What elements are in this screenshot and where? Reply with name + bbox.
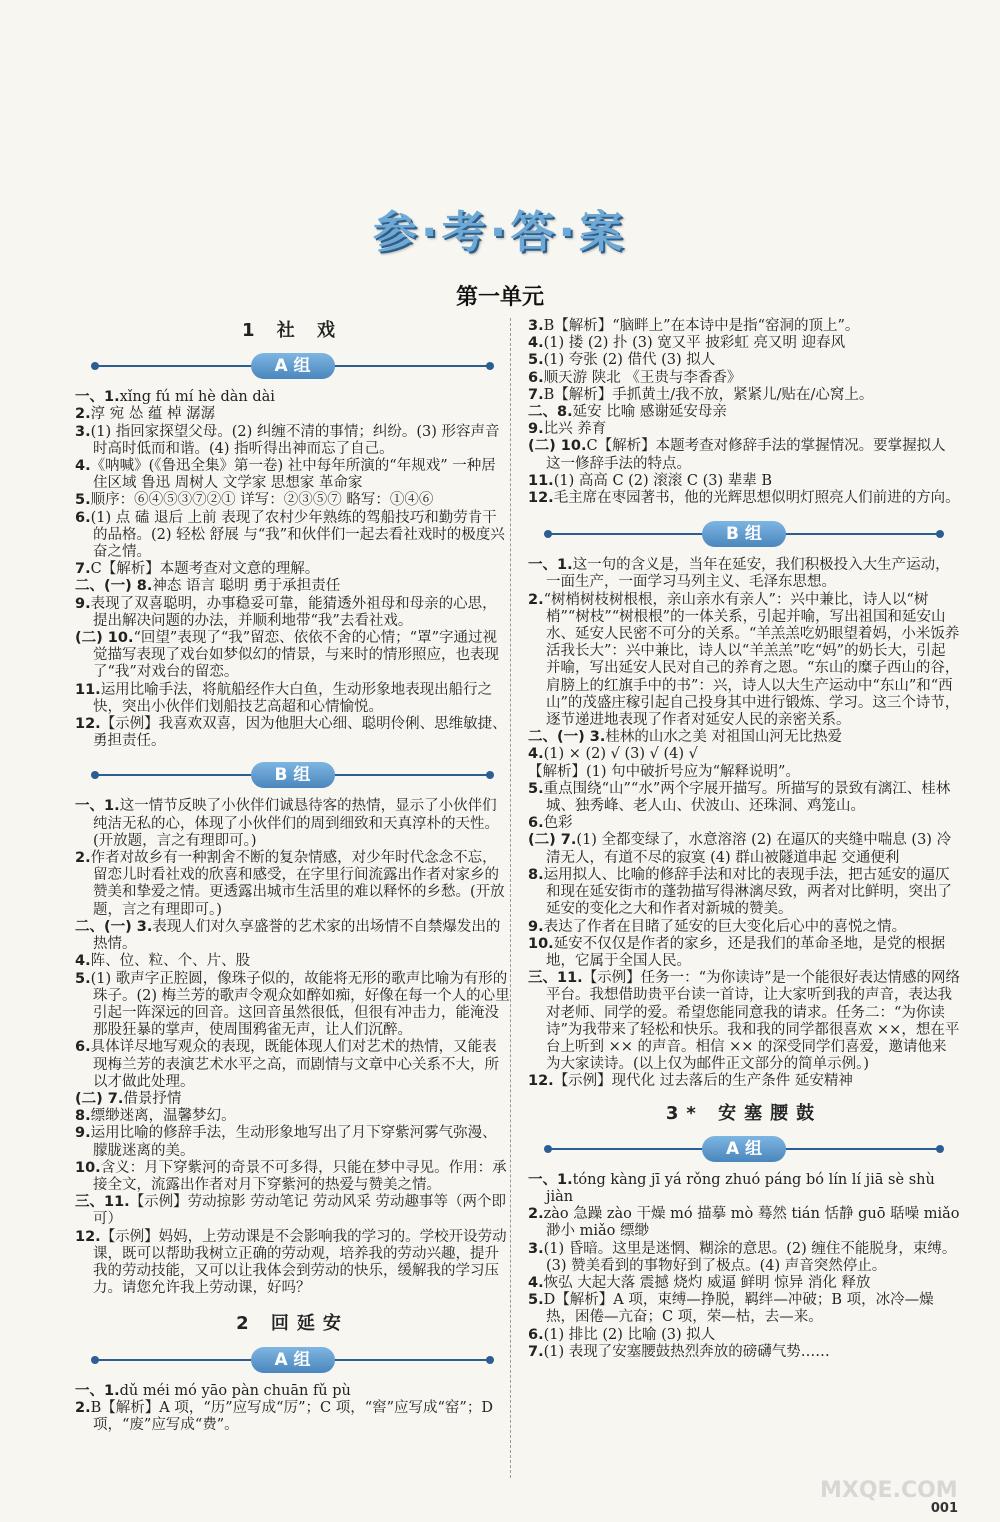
answer-number: 12.: [75, 1228, 101, 1245]
answer-text: 《呐喊》(《鲁迅全集》第一卷) 社中每年所演的“年规戏” 一种居住区域 鲁迅 周树人 文学家 思想家 革命家: [90, 458, 496, 492]
answer-number: 2.: [528, 1206, 544, 1223]
answer-number: 一、1.: [528, 557, 573, 574]
answer-number: 10.: [75, 1159, 101, 1176]
answer-number: 8.: [75, 1108, 91, 1125]
answer-item: [528, 421, 960, 438]
answer-text: 重点围绕“山”“水”两个字展开描写。所描写的景致有漓江、桂林城、独秀峰、老人山、伏波山、还珠洞、鸡笼山。: [543, 780, 951, 815]
answer-item: [528, 1344, 960, 1361]
answer-text: 顺天游 陕北 《王贵与李香香》: [543, 369, 742, 386]
answer-item: [528, 473, 960, 490]
answer-item: [528, 764, 960, 781]
answer-text: 表达了作者在目睹了延安的巨大变化后心中的喜悦之情。: [543, 918, 907, 935]
answer-item: [528, 318, 960, 335]
answer-text: B【解析】“脑畔上”在本诗中是指“窑洞的顶上”。: [543, 318, 860, 334]
answer-item: [528, 1275, 960, 1292]
answer-number: 4.: [528, 335, 544, 352]
answer-item: [528, 335, 960, 352]
page-number: 001: [930, 1501, 958, 1516]
answer-number: 三、11.: [528, 970, 583, 987]
answer-number: 2.: [528, 591, 544, 608]
answer-item: [528, 438, 960, 472]
answer-number: 4.: [75, 953, 91, 970]
answer-number: 9.: [528, 918, 544, 935]
answer-number: 6.: [528, 815, 544, 832]
answer-text: 运用比喻手法，将航船经作大白鱼，生动形象地表现出船行之快，突出小伙伴们划船技艺高超和心情愉悦。: [93, 681, 493, 715]
answer-number: 一、1.: [528, 1171, 573, 1188]
answer-number: 3.: [528, 1240, 544, 1257]
answer-text: 阵、位、粒、个、片、股: [90, 953, 251, 970]
answer-item: [75, 578, 510, 595]
answer-text: 表现了双喜聪明，办事稳妥可靠，能猜透外祖母和母亲的心思，提出解决问题的办法，并顺利地带“我”去看社戏。: [90, 595, 497, 629]
answer-number: 二、8.: [528, 404, 573, 421]
answer-text: 运用拟人、比喻的修辞手法和对比的表现手法，把古延安的逼仄和现在延安街市的蓬勃描写得淋漓尽致，两者对比鲜明，突出了延安的变化之大和作者对新城的赞美。: [543, 866, 952, 918]
answer-text: 借景抒情: [123, 1090, 182, 1107]
answer-number: 一、1.: [75, 1382, 120, 1399]
answer-item: [75, 682, 510, 716]
answer-number: 12.: [528, 1073, 554, 1090]
unit-title: 第一单元: [455, 285, 544, 310]
answer-text: 顺序：⑥④⑤③⑦②① 详写：②③⑤⑦ 略写：①④⑥: [90, 492, 434, 509]
answer-item: [528, 387, 960, 404]
answer-number: 4.: [75, 458, 91, 475]
answer-number: 12.: [75, 716, 101, 733]
lesson-title: 1 社 戏: [241, 320, 344, 341]
answer-number: 5.: [75, 492, 91, 509]
answer-item: [528, 832, 960, 866]
answer-item: [75, 716, 510, 750]
answer-number: 3.: [528, 318, 544, 334]
answer-text: 运用比喻的修辞手法，生动形象地写出了月下穿紫河雾气弥漫、朦胧迷离的美。: [90, 1125, 497, 1159]
answer-item: [528, 781, 960, 815]
answer-item: [75, 1400, 510, 1434]
answer-number: 11.: [75, 681, 101, 698]
answer-text: (1) 搂 (2) 扑 (3) 宽又平 披彩虹 亮又明 迎春风: [543, 335, 846, 352]
answer-number: 二、(一) 8.: [75, 578, 153, 595]
answer-number: 4.: [528, 1274, 544, 1291]
answer-text: 延安不仅仅是作者的家乡，还是我们的革命圣地，是党的根据地，它属于全国人民。: [546, 935, 946, 969]
answer-number: 7.: [528, 1343, 544, 1360]
answer-number: 3.: [75, 423, 91, 440]
group-header: A 组: [75, 1347, 510, 1373]
answer-item: [75, 1229, 510, 1298]
answer-text: xǐng fú mí hè dàn dài: [119, 389, 275, 406]
answer-number: (二) 7.: [528, 832, 577, 849]
answer-number: 2.: [75, 406, 91, 423]
watermark: MXQE.COM: [820, 1478, 958, 1503]
answer-text: 表现人们对久享盛誉的艺术家的出场情不自禁爆发出的热情。: [93, 918, 501, 953]
lesson-title: 2 回延安: [236, 1313, 349, 1335]
answer-item: [528, 815, 960, 832]
answer-text: (1) 昏暗。这里是迷惘、糊涂的意思。(2) 缠住不能脱身，束缚。(3) 赞美看到的事物好到了极点。(4) 声音突然停止。: [543, 1240, 957, 1274]
answer-number: 8.: [528, 866, 544, 883]
answer-number: 10.: [528, 935, 554, 952]
column-divider: [510, 318, 511, 1478]
answer-item: [75, 424, 510, 458]
answer-text: (1) 全都变绿了，水意溶溶 (2) 在逼仄的夹缝中喘息 (3) 冷清无人，有道不尽的寂寞 (4) 群山被隧道串起 交通便利: [546, 832, 952, 866]
answer-number: 9.: [75, 595, 91, 612]
answer-number: 5.: [75, 970, 91, 987]
answer-text: 【解析】(1) 句中破折号应为“解释说明”。: [528, 763, 800, 780]
answer-item: [528, 370, 960, 387]
answer-number: (二) 10.: [75, 630, 134, 647]
answer-text: “树梢树枝树根根，亲山亲水有亲人”：兴中兼比，诗人以“树梢”“树枝”“树根根”的一体关系，引起并喻，写出祖国和延安山水、延安人民密不可分的关系。“羊羔羔吃奶眼望着妈，小米饭养活我长大”：兴中兼比，诗人以“羊羔羔”吃“妈”的奶长大，引起并喻，写出延安人民对自己的养育之恩。“东山的糜子西山的谷，肩膀上的红旗手中的书”：兴，诗人以大生产运动中“东山”和“西山”的茂盛庄稼引起自己投身其中进行锻炼、学习。这三个诗节，逐节递进地表现了作者对延安人民的亲密关系。: [543, 591, 960, 729]
answer-text: (1) 高高 C (2) 滚滚 C (3) 辈辈 B: [553, 472, 773, 489]
answer-item: [528, 1241, 960, 1275]
answer-list: [528, 557, 960, 1090]
answer-list: [528, 1172, 960, 1361]
answer-item: [75, 561, 510, 578]
answer-item: [75, 389, 510, 406]
answer-item: [528, 404, 960, 421]
answer-item: [75, 406, 510, 423]
answer-number: (二) 7.: [75, 1090, 124, 1107]
answer-number: 5.: [528, 780, 544, 797]
answer-number: 7.: [75, 561, 91, 578]
answer-text: 色彩: [543, 815, 573, 832]
group-header: B 组: [528, 521, 960, 547]
answer-text: 毛主席在枣园著书，他的光辉思想似明灯照亮人们前进的方向。: [553, 490, 960, 507]
answer-item: [75, 919, 510, 953]
answer-item: [75, 1160, 510, 1194]
answer-text: 作者对故乡有一种割舍不断的复杂情感，对少年时代念念不忘，留恋儿时看社戏的欣喜和感受，在字里行间流露出作者对家乡的赞美和挚爱之情。更透露出城市生活里的难以释怀的乡愁。(开放题，言之有理即可。): [90, 850, 505, 918]
group-header: B 组: [75, 762, 510, 788]
answer-text: (1) 排比 (2) 比喻 (3) 拟人: [543, 1326, 716, 1343]
answer-list: [75, 389, 510, 750]
answer-item: [528, 1206, 960, 1240]
answer-item: [528, 1172, 960, 1206]
answer-text: 神态 语言 聪明 勇于承担责任: [152, 578, 341, 595]
answer-item: [75, 1194, 510, 1228]
answer-item: [75, 1108, 510, 1125]
answer-item: [528, 919, 960, 936]
answer-item: [75, 1125, 510, 1159]
answer-item: [528, 490, 960, 507]
answer-text: 【示例】任务一：“为你读诗”是一个能很好表达情感的网络平台。我想借助贵平台读一首诗，让大家听到我的声音，表达我对老师、同学的爱。希望您能同意我的请求。任务二：“为你读诗”为我带来了轻松和快乐。我和我的同学都很喜欢 ××，想在平台上听到 ×× 的声音。相信 ×× 的深受同学们喜爱，邀请他来为大家读诗。(以上仅为邮件正文部分的简单示例。): [546, 970, 961, 1073]
answer-number: 11.: [528, 472, 554, 489]
answer-number: (二) 10.: [528, 438, 587, 455]
answer-item: [75, 492, 510, 509]
answer-number: 4.: [528, 746, 544, 763]
answer-item: [75, 1383, 510, 1400]
answer-item: [75, 596, 510, 630]
answer-item: [528, 936, 960, 970]
answer-text: 【示例】我喜欢双喜，因为他胆大心细、聪明伶俐、思维敏捷、勇担责任。: [93, 716, 507, 750]
answer-text: tóng kàng jī yá rǒng zhuó páng bó lín lí jiā sè shù jiàn: [546, 1171, 935, 1205]
lesson-title: 3* 安塞腰鼓: [665, 1102, 823, 1124]
answer-text: 恢弘 大起大落 震撼 烧灼 威逼 鲜明 惊异 消化 释放: [543, 1274, 871, 1291]
answer-text: C【解析】本题考查对修辞手法的掌握情况。要掌握拟人这一修辞手法的特点。: [546, 438, 946, 472]
answer-item: [528, 352, 960, 369]
answer-number: 二、(一) 3.: [75, 918, 153, 935]
answer-item: [528, 557, 960, 591]
answer-text: (1) 夸张 (2) 借代 (3) 拟人: [543, 352, 716, 369]
answer-text: dǔ méi mó yāo pàn chuān fǔ pù: [119, 1382, 351, 1399]
answer-text: 淳 宛 怂 蕴 棹 潺潺: [90, 406, 216, 423]
answer-number: 5.: [528, 1292, 544, 1309]
answer-item: [75, 510, 510, 562]
answer-item: [528, 592, 960, 730]
answer-number: 6.: [528, 1326, 544, 1343]
answer-text: 缥缈迷离，温馨梦幻。: [90, 1108, 236, 1125]
answer-item: [75, 850, 510, 919]
answer-item: [528, 1292, 960, 1326]
answer-text: B【解析】A 项，“历”应写成“厉”；C 项，“窖”应写成“窑”；D 项，“废”应写成“费”。: [90, 1399, 493, 1433]
answer-text: (1) 指回家探望父母。(2) 纠缠不清的事情；纠纷。(3) 形容声音时高时低而和谐。(4) 指听得出神而忘了自己。: [90, 423, 500, 457]
answer-number: 12.: [528, 490, 554, 507]
answer-item: [75, 1039, 510, 1091]
answer-text: 比兴 养育: [543, 421, 607, 438]
answer-item: [528, 970, 960, 1073]
answer-text: B【解析】手抓黄土/我不放，紧紧儿/贴在/心窝上。: [543, 386, 874, 403]
answer-text: 延安 比喻 感谢延安母亲: [572, 404, 727, 421]
answer-number: 6.: [75, 509, 91, 526]
answer-number: 5.: [528, 352, 544, 369]
answer-item: [75, 458, 510, 492]
answer-number: 6.: [528, 369, 544, 386]
answer-item: [75, 1091, 510, 1108]
answer-item: [528, 867, 960, 919]
answer-text: (1) × (2) √ (3) √ (4) √: [543, 746, 698, 763]
answer-text: 【示例】劳动掠影 劳动笔记 劳动风采 劳动趣事等（两个即可）: [93, 1194, 507, 1228]
answer-item: [75, 798, 510, 850]
answer-text: C【解析】本题考查对文意的理解。: [90, 561, 320, 578]
answer-item: [75, 971, 510, 1040]
group-header: A 组: [528, 1136, 960, 1162]
answer-number: 2.: [75, 850, 91, 867]
answer-text: 【示例】现代化 过去落后的生产条件 延安精神: [553, 1073, 853, 1090]
answer-text: “回望”表现了“我”留恋、依依不舍的心情；“罩”字通过视觉描写表现了戏台如梦似幻的情景，与来时的情形照应，也表现了“我”对戏台的留恋。: [93, 630, 499, 681]
answer-number: 三、11.: [75, 1194, 130, 1211]
answer-number: 二、(一) 3.: [528, 729, 606, 746]
answer-number: 一、1.: [75, 798, 120, 815]
answer-text: 含义：月下穿紫河的奇景不可多得，只能在梦中寻见。作用：承接全文，流露出作者对月下穿紫河的热爱与赞美之情。: [93, 1159, 507, 1193]
answer-number: 7.: [528, 386, 544, 403]
answer-number: 6.: [75, 1039, 91, 1056]
answer-text: (1) 表现了安塞腰鼓热烈奔放的磅礴气势……: [543, 1343, 830, 1360]
answer-text: (1) 歌声字正腔圆，像珠子似的，故能将无形的歌声比喻为有形的珠子。(2) 梅兰芳的歌声令观众如醉如痴，好像在每一个人的心里引起一阵深远的回音。这回音虽然很低，但很有冲击力，能淹没那股狂暴的掌声，使周围鸦雀无声，让人们沉醉。: [90, 970, 510, 1039]
answer-text: 桂林的山水之美 对祖国山河无比热爱: [605, 729, 843, 746]
answer-item: [528, 1327, 960, 1344]
answer-text: 【示例】妈妈，上劳动课是不会影响我的学习的。学校开设劳动课，既可以帮助我树立正确的劳动观，培养我的劳动兴趣，提升我的劳动技能，又可以让我体会到劳动的快乐，缓解我的学习压力。请您允许我上劳动课，好吗？: [93, 1228, 507, 1297]
answer-text: D【解析】A 项，束缚—挣脱，羁绊—冲破；B 项，冰冷—燥热，困倦—亢奋；C 项，荣—枯，去—来。: [543, 1292, 934, 1326]
answer-number: 一、1.: [75, 389, 120, 406]
answer-text: (1) 点 磕 退后 上前 表现了农村少年熟练的驾船技巧和勤劳肯干的品格。(2) 轻松 舒展 与“我”和伙伴们一起去看社戏时的极度兴奋之情。: [90, 509, 505, 561]
right-column: [528, 318, 960, 1361]
answer-number: 2.: [75, 1399, 91, 1416]
answer-text: 这一句的含义是，当年在延安，我们积极投入大生产运动，一面生产，一面学习马列主义、毛泽东思想。: [546, 557, 950, 591]
answer-item: [528, 729, 960, 746]
page-title: 参·考·答·案: [372, 207, 628, 258]
left-column: [75, 318, 510, 1434]
group-header: A 组: [75, 353, 510, 379]
answer-text: 具体详尽地写观众的表现，既能体现人们对艺术的热情，又能表现梅兰芳的表演艺术水平之高，而剧情与文章中心关系不大，所以才做此处理。: [90, 1039, 499, 1090]
answer-item: [75, 630, 510, 682]
answer-list: [75, 1383, 510, 1435]
answer-item: [528, 1073, 960, 1090]
answer-text: 这一情节反映了小伙伴们诚恳待客的热情，显示了小伙伴们纯洁无私的心，体现了小伙伴们的周到细致和天真淳朴的天性。(开放题，言之有理即可。): [93, 798, 499, 849]
answer-text: zào 急躁 zào 干燥 mó 描摹 mò 蓦然 tián 恬静 guō 聒噪 miǎo 渺小 miǎo 缥缈: [543, 1206, 960, 1240]
answer-number: 9.: [75, 1125, 91, 1142]
answer-item: [528, 746, 960, 763]
answer-number: 9.: [528, 421, 544, 438]
answer-list: [528, 318, 960, 507]
answer-item: [75, 953, 510, 970]
answer-list: [75, 798, 510, 1297]
